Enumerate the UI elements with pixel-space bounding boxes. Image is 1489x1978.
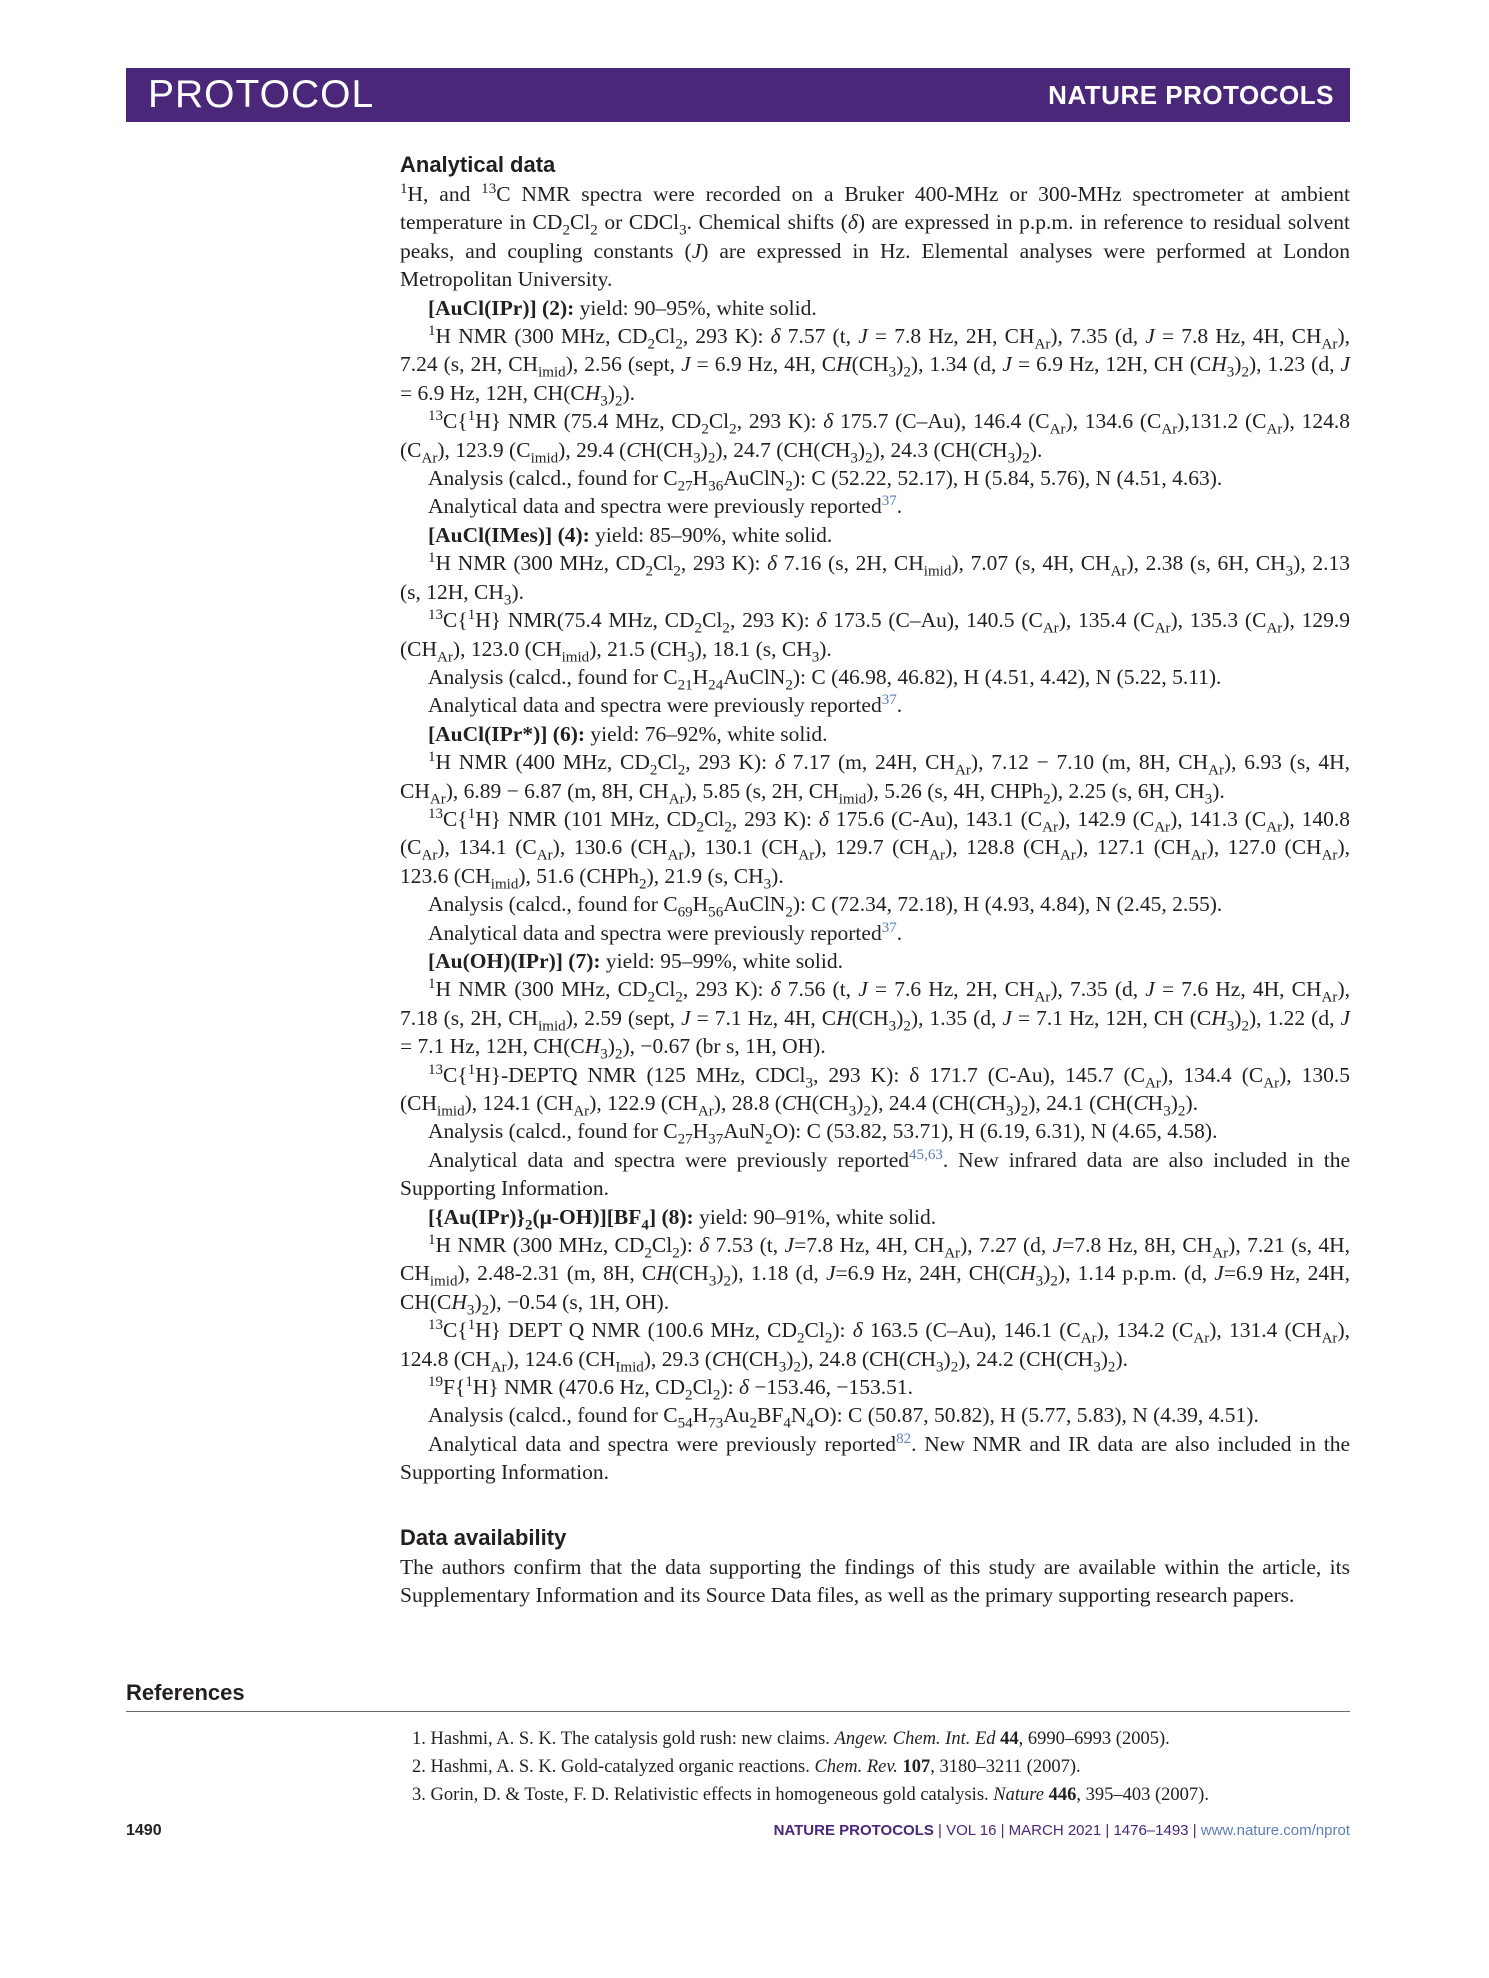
data-availability-body: The authors confirm that the data supporting the findings of this study are available within the article, its Supplementary Information and its Source Data files, as well as the primary supporting research papers.	[400, 1554, 1350, 1608]
compound-7-analysis: Analysis (calcd., found for $C_{27}H_{37}AuN_2O$): C (53.82, 53.71), H (6.19, 6.31), N (4.65, 4.58).	[428, 1119, 1218, 1148]
references-heading: References	[126, 1680, 245, 1705]
compound-7-heading: [Au(OH)(IPr)] (7): yield: 95–99%, white solid.	[428, 948, 843, 973]
analytical-data-heading: Analytical data	[400, 152, 556, 177]
journal-url-link[interactable]: www.nature.com/nprot	[1200, 1822, 1350, 1839]
compound-4-13c-nmr: $^{13}$C{$^1$H} NMR(75.4 MHz, $CD_2Cl_2$, 293 K): δ 173.5 (C–Au), 140.5 $(C_{Ar})$, 135.4 $(C_{Ar})$, 135.3 $(C_{Ar})$, 129.9 $(CH_{Ar})$, 123.0 $(CH_{imid})$, 21.5 $(CH_3)$, 18.1 (s, $CH_3$).	[400, 606, 1350, 665]
compound-4-reported: Analytical data and spectra were previously reported$^{37}$.	[428, 692, 903, 718]
section-label: PROTOCOL	[148, 73, 375, 116]
journal-name: NATURE PROTOCOLS	[1048, 79, 1334, 110]
citation-link[interactable]: 37	[881, 493, 897, 510]
footer-journal-info: NATURE PROTOCOLS | VOL 16 | MARCH 2021 | 1476–1493 | www.nature.com/nprot	[773, 1822, 1350, 1839]
main-content	[400, 150, 1350, 1610]
compound-6-1h-nmr: $^1$H NMR (400 MHz, $CD_2Cl_2$, 293 K): δ 7.17 (m, 24H, $CH_{Ar}$), 7.12 − 7.10 (m, 8H, $CH_{Ar}$), 6.93 (s, 4H, $CH_{Ar}$), 6.89 − 6.87 (m, 8H, $CH_{Ar}$), 5.85 (s, 2H, $CH_{imid}$), 5.26 (s, 4H, CHPh$_2$), 2.25 (s, 6H, $CH_3$).	[400, 748, 1350, 807]
citation-link[interactable]: 37	[881, 692, 897, 709]
compound-2-analysis: Analysis (calcd., found for $C_{27}H_{36}AuClN_2$): C (52.22, 52.17), H (5.84, 5.76), N (4.51, 4.63).	[428, 466, 1223, 495]
reference-item: 2. Hashmi, A. S. K. Gold-catalyzed organic reactions. Chem. Rev. 107, 3180–3211 (2007).	[412, 1757, 1081, 1777]
compound-6-analysis: Analysis (calcd., found for $C_{69}H_{56}AuClN_2$): C (72.34, 72.18), H (4.93, 4.84), N (2.45, 2.55).	[428, 892, 1223, 921]
compound-8-reported: Analytical data and spectra were previously reported$^{82}$. New NMR and IR data are also included in the Supporting Information.	[400, 1430, 1350, 1485]
compound-8-heading: $[\{Au(IPr)\}_2(\mu-OH)][BF_4]$ (8): yield: 90–91%, white solid.	[428, 1204, 937, 1233]
compound-7-13c-nmr: $^{13}$C{$^1$H}-DEPTQ NMR (125 MHz, CDCl$_3$, 293 K): δ 171.7 (C-Au), 145.7 $(C_{Ar})$, 134.4 $(C_{Ar})$, 130.5 $(CH_{imid})$, 124.1 $(CH_{Ar})$, 122.9 $(CH_{Ar})$, 28.8 $(CH(CH_3)_2)$, 24.4 $(CH(CH_3)_2)$, 24.1 $(CH(CH_3)_2)$.	[400, 1061, 1350, 1120]
compound-2-13c-nmr: $^{13}$C{$^1$H} NMR (75.4 MHz, $CD_2Cl_2$, 293 K): δ 175.7 (C–Au), 146.4 $(C_{Ar})$, 134.6 $(C_{Ar}),131.2$ $(C_{Ar})$, 124.8 $(C_{Ar})$, 123.9 $(C_{imid})$, 29.4 $(CH(CH_3)_2)$, 24.7 $(CH(CH_3)_2)$, 24.3 $(CH(CH_3)_2)$.	[400, 408, 1351, 466]
analytical-intro: $^1$H, and $^{13}$C NMR spectra were recorded on a Bruker 400-MHz or 300-MHz spectrometer at ambient temperature in $CD_2Cl_2$ or CDCl$_3$. Chemical shifts (δ) are expressed in p.p.m. in reference to residual solvent peaks, and coupling constants (J) are expressed in Hz. Elemental analyses were performed at London Metropolitan University.	[400, 180, 1350, 292]
compound-2-heading: [AuCl(IPr)] (2): yield: 90–95%, white solid.	[428, 295, 817, 320]
page-number: 1490	[126, 1822, 162, 1839]
compound-8-analysis: Analysis (calcd., found for $C_{54}H_{73}Au_2BF_4N_4O$): C (50.87, 50.82), H (5.77, 5.83), N (4.39, 4.51).	[428, 1403, 1259, 1432]
citation-link[interactable]: 37	[881, 919, 897, 936]
compound-8-1h-nmr: $^1$H NMR (300 MHz, $CD_2Cl_2$): δ 7.53 (t, J=7.8 Hz, 4H, $CH_{Ar}$), 7.27 (d, J=7.8 Hz, 8H, $CH_{Ar}$), 7.21 (s, 4H, $CH_{imid}$), 2.48-2.31 (m, 8H, $CH(CH_3)_2$), 1.18 (d, J=6.9 Hz, 24H, $CH(CH_3)_2$), 1.14 p.p.m. (d, J=6.9 Hz, 24H, $CH(CH_3)_2$), −0.54 (s, 1H, OH).	[400, 1231, 1351, 1319]
compound-4-heading: [AuCl(IMes)] (4): yield: 85–90%, white solid.	[428, 522, 833, 547]
data-availability-heading: Data availability	[400, 1524, 567, 1550]
compound-2-1h-nmr: $^1$H NMR (300 MHz, $CD_2Cl_2$, 293 K): δ 7.57 (t, J = 7.8 Hz, 2H, $CH_{Ar}$), 7.35 (d, J = 7.8 Hz, 4H, $CH_{Ar}$), 7.24 (s, 2H, $CH_{imid}$), 2.56 (sept, J = 6.9 Hz, 4H, $CH(CH_3)_2$), 1.34 (d, J = 6.9 Hz, 12H, CH $(CH_3)_2$), 1.23 (d, J = 6.9 Hz, 12H, $CH(CH_3)_2$).	[400, 322, 1351, 410]
references-list	[412, 1725, 1352, 1809]
compound-6-heading: [AuCl(IPr*)] (6): yield: 76–92%, white solid.	[428, 721, 828, 746]
compound-8-13c-nmr: $^{13}$C{$^1$H} DEPT Q NMR (100.6 MHz, $CD_2Cl_2$): δ 163.5 (C–Au), 146.1 $(C_{Ar})$, 134.2 $(C_{Ar})$, 131.4 $(CH_{Ar})$, 124.8 $(CH_{Ar})$, 124.6 $(CH_{Imid})$, 29.3 $(CH(CH_3)_2)$, 24.8 $(CH(CH_3)_2)$, 24.2 $(CH(CH_3)_2)$.	[400, 1317, 1350, 1375]
citation-link[interactable]: 45,63	[909, 1146, 943, 1163]
reference-item: 3. Gorin, D. & Toste, F. D. Relativistic effects in homogeneous gold catalysis. Nature 446, 395–403 (2007).	[412, 1785, 1209, 1805]
compound-6-13c-nmr: $^{13}$C{$^1$H} NMR (101 MHz, $CD_2Cl_2$, 293 K): δ 175.6 (C-Au), 143.1 $(C_{Ar})$, 142.9 $(C_{Ar})$, 141.3 $(C_{Ar})$, 140.8 $(C_{Ar})$, 134.1 $(C_{Ar})$, 130.6 $(CH_{Ar})$, 130.1 $(CH_{Ar})$, 129.7 $(CH_{Ar})$, 128.8 $(CH_{Ar})$, 127.1 $(CH_{Ar})$, 127.0 $(CH_{Ar})$, 123.6 $(CH_{imid})$, 51.6 (CHPh$_2$), 21.9 (s, $CH_3$).	[400, 805, 1350, 893]
compound-7-1h-nmr: $^1$H NMR (300 MHz, $CD_2Cl_2$, 293 K): δ 7.56 (t, J = 7.6 Hz, 2H, $CH_{Ar}$), 7.35 (d, J = 7.6 Hz, 4H, $CH_{Ar}$), 7.18 (s, 2H, $CH_{imid}$), 2.59 (sept, J = 7.1 Hz, 4H, $CH(CH_3)_2$), 1.35 (d, J = 7.1 Hz, 12H, CH $(CH_3)_2$), 1.22 (d, J = 7.1 Hz, 12H, $CH(CH_3)_2$), −0.67 (br s, 1H, OH).	[400, 976, 1351, 1063]
compound-8-19f-nmr: $^{19}$F{$^1$H} NMR (470.6 Hz, $CD_2Cl_2$): δ −153.46, −153.51.	[428, 1373, 913, 1404]
compound-7-reported: Analytical data and spectra were previously reported$^{45,63}$. New infrared data are also included in the Supporting Information.	[400, 1146, 1351, 1201]
compound-4-analysis: Analysis (calcd., found for $C_{21}H_{24}AuClN_2$): C (46.98, 46.82), H (4.51, 4.42), N (5.22, 5.11).	[428, 664, 1222, 694]
compound-4-1h-nmr: $^1$H NMR (300 MHz, $CD_2Cl_2$, 293 K): δ 7.16 (s, 2H, $CH_{imid}$), 7.07 (s, 4H, $CH_{Ar}$), 2.38 (s, 6H, $CH_3$), 2.13 (s, 12H, $CH_3$).	[400, 550, 1350, 608]
citation-link[interactable]: 82	[896, 1430, 912, 1447]
header-bar	[126, 68, 1350, 122]
references-divider	[126, 1711, 1350, 1712]
compound-6-reported: Analytical data and spectra were previously reported$^{37}$.	[428, 919, 903, 945]
compound-2-reported: Analytical data and spectra were previously reported$^{37}$.	[428, 493, 903, 519]
reference-item: 1. Hashmi, A. S. K. The catalysis gold rush: new claims. Angew. Chem. Int. Ed 44, 6990–6993 (2005).	[412, 1729, 1170, 1749]
